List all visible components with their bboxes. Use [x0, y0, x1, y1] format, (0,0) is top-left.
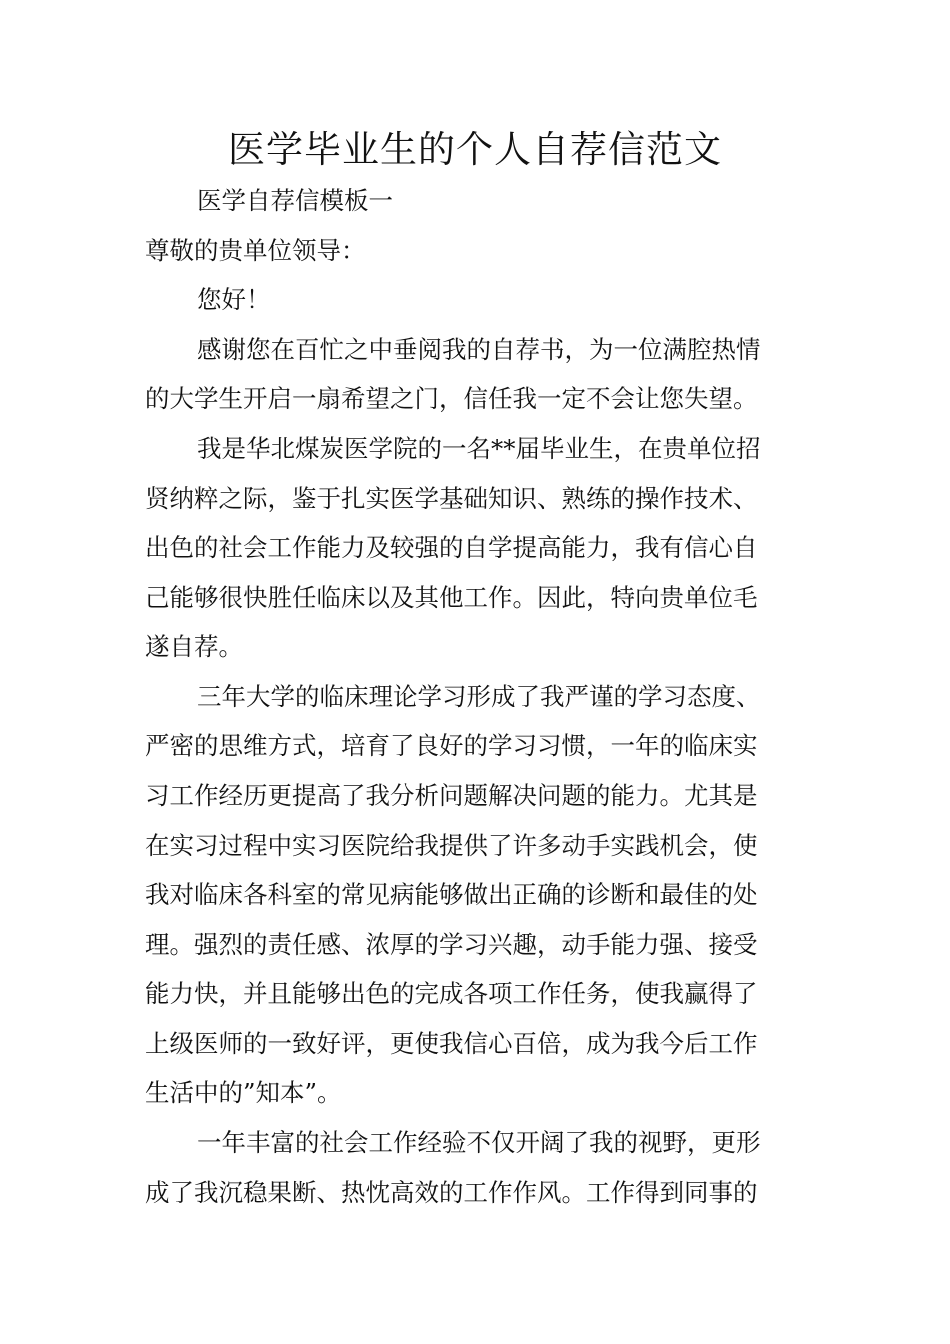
paragraph-line: 的大学生开启一扇希望之门，信任我一定不会让您失望。: [145, 384, 758, 413]
paragraph-line: 我对临床各科室的常见病能够做出正确的诊断和最佳的处: [145, 880, 758, 909]
paragraph-line: 感谢您在百忙之中垂阅我的自荐书，为一位满腔热情: [197, 335, 761, 364]
paragraph-line: 遂自荐。: [145, 632, 243, 661]
paragraph-line: 出色的社会工作能力及较强的自学提高能力，我有信心自: [145, 533, 758, 562]
template-subtitle: 医学自荐信模板一: [197, 186, 393, 215]
paragraph-line: 贤纳粹之际，鉴于扎实医学基础知识、熟练的操作技术、: [145, 484, 758, 513]
paragraph-line: 一年丰富的社会工作经验不仅开阔了我的视野，更形: [197, 1128, 761, 1157]
paragraph-line: 习工作经历更提高了我分析问题解决问题的能力。尤其是: [145, 781, 758, 810]
document-title: 医学毕业生的个人自荐信范文: [228, 128, 722, 171]
paragraph-line: 能力快，并且能够出色的完成各项工作任务，使我赢得了: [145, 979, 758, 1008]
salutation: 尊敬的贵单位领导：: [145, 236, 366, 265]
greeting: 您好！: [197, 285, 271, 314]
paragraph-line: 严密的思维方式，培育了良好的学习习惯，一年的临床实: [145, 731, 758, 760]
paragraph-line: 己能够很快胜任临床以及其他工作。因此，特向贵单位毛: [145, 583, 758, 612]
paragraph-line: 三年大学的临床理论学习形成了我严谨的学习态度、: [197, 682, 761, 711]
paragraph-line: 成了我沉稳果断、热忱高效的工作作风。工作得到同事的: [145, 1178, 758, 1207]
paragraph-line: 上级医师的一致好评，更使我信心百倍，成为我今后工作: [145, 1029, 758, 1058]
paragraph-line: 生活中的”知本”。: [145, 1078, 342, 1107]
paragraph-line: 我是华北煤炭医学院的一名**届毕业生，在贵单位招: [197, 434, 761, 463]
paragraph-line: 理。强烈的责任感、浓厚的学习兴趣，动手能力强、接受: [145, 930, 758, 959]
paragraph-line: 在实习过程中实习医院给我提供了许多动手实践机会，使: [145, 831, 758, 860]
